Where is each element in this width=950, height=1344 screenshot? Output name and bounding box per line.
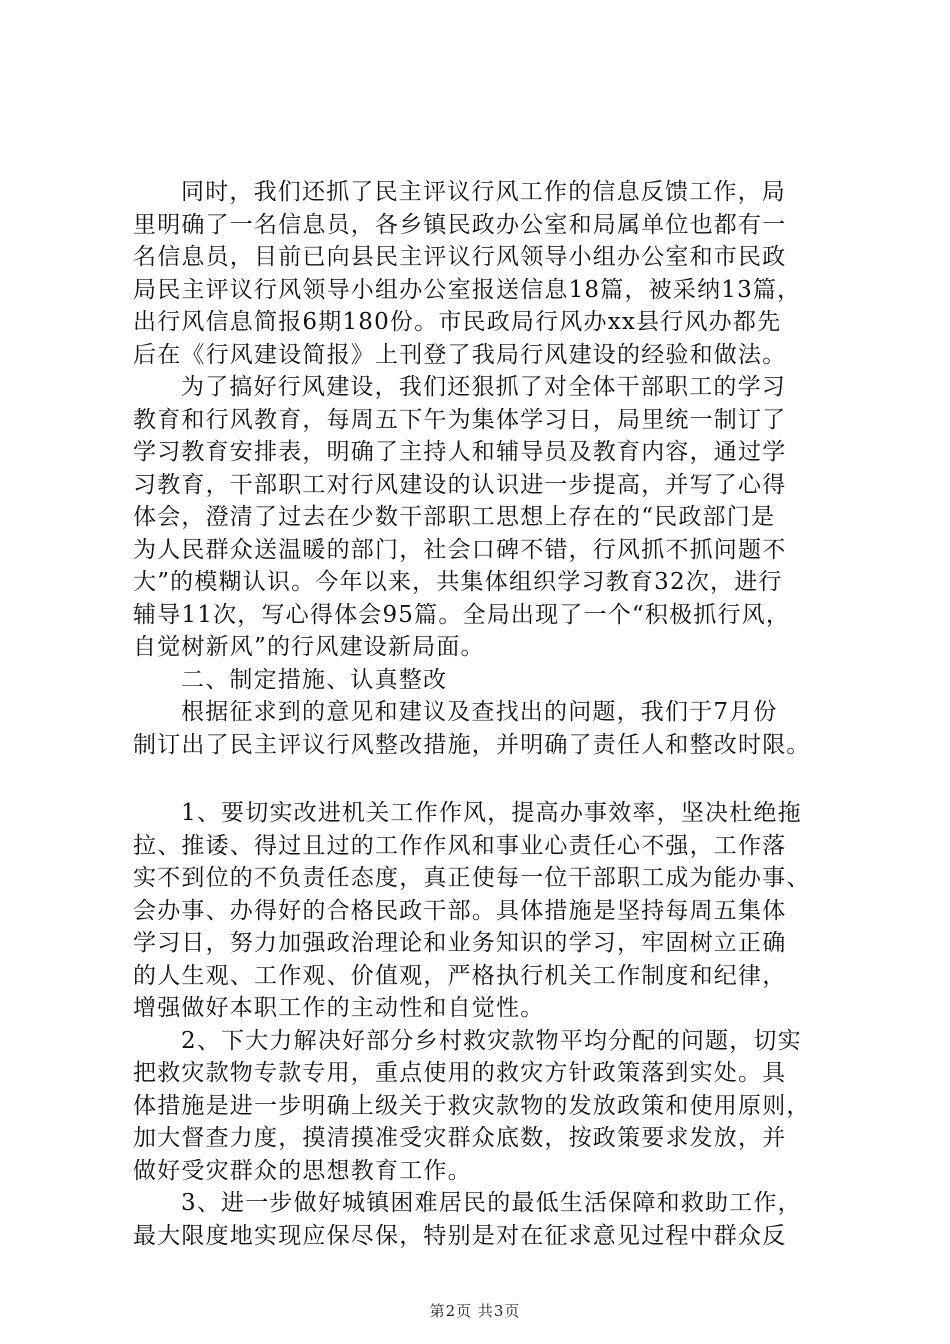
text-line: 同时，我们还抓了民主评议行风工作的信息反馈工作，局 <box>181 179 786 205</box>
text-line: 实不到位的不负责任态度，真正使每一位干部职工成为能办事、 <box>133 865 811 891</box>
text-line: 辅导11次，写心得体会95篇。全局出现了一个“积极抓行风， <box>133 601 791 628</box>
text-line: 的人生观、工作观、价值观，严格执行机关工作制度和纪律， <box>133 962 787 989</box>
text-line: 1、要切实改进机关工作作风，提高办事效率，坚决杜绝拖 <box>181 800 802 826</box>
paragraph-item-3 <box>133 1187 833 1252</box>
text-line: 为了搞好行风建设，我们还狠抓了对全体干部职工的学习 <box>181 374 786 400</box>
text-line: 增强做好本职工作的主动性和自觉性。 <box>133 995 545 1021</box>
document-body <box>133 176 833 1252</box>
text-line: 把救灾款物专款专用，重点使用的救灾方针政策落到实处。具 <box>133 1060 787 1086</box>
paragraph-item-2 <box>133 1025 833 1188</box>
blank-line <box>133 761 833 797</box>
text-line: 体措施是进一步明确上级关于救灾款物的发放政策和使用原则， <box>133 1092 811 1119</box>
text-line: 2、下大力解决好部分乡村救灾款物平均分配的问题，切实 <box>181 1027 802 1054</box>
text-line: 大”的模糊认识。今年以来，共集体组织学习教育32次，进行 <box>133 569 783 595</box>
text-line: 习教育，干部职工对行风建设的认识进一步提高，并写了心得 <box>133 471 787 498</box>
section-heading <box>133 664 833 697</box>
text-line: 加大督查力度，摸清摸准受灾群众底数，按政策要求发放，并 <box>133 1125 787 1151</box>
paragraph-rectification-intro <box>133 696 833 761</box>
text-line: 局民主评议行风领导小组办公室报送信息18篇，被采纳13篇， <box>133 276 802 303</box>
text-line: 最大限度地实现应保尽保，特别是对在征求意见过程中群众反 <box>133 1222 787 1249</box>
text-line: 会办事、办得好的合格民政干部。具体措施是坚持每周五集体 <box>133 897 787 924</box>
text-line: 学习日，努力加强政治理论和业务知识的学习，牢固树立正确 <box>133 930 787 956</box>
text-line: 根据征求到的意见和建议及查找出的问题，我们于7月份 <box>181 699 778 725</box>
text-line: 体会，澄清了过去在少数干部职工思想上存在的“民政部门是 <box>133 504 776 530</box>
text-line: 自觉树新风”的行风建设新局面。 <box>133 634 485 660</box>
paragraph-item-1 <box>133 797 833 1025</box>
text-line: 3、进一步做好城镇困难居民的最低生活保障和救助工作， <box>181 1190 802 1216</box>
text-line: 为人民群众送温暖的部门，社会口碑不错，行风抓不抓问题不 <box>133 536 787 563</box>
text-line: 名信息员，目前已向县民主评议行风领导小组办公室和市民政 <box>133 244 787 270</box>
page-footer: 第2页 共3页 <box>429 1302 521 1320</box>
text-line: 里明确了一名信息员，各乡镇民政办公室和局属单位也都有一 <box>133 211 787 238</box>
paragraph-study-education <box>133 371 833 664</box>
text-line: 学习教育安排表，明确了主持人和辅导员及教育内容，通过学 <box>133 439 787 465</box>
text-line: 教育和行风教育，每周五下午为集体学习日，局里统一制订了 <box>133 406 787 433</box>
text-line: 出行风信息简报6期180份。市民政局行风办xx县行风办都先 <box>133 309 782 335</box>
paragraph-information-feedback <box>133 176 833 371</box>
heading-line: 二、制定措施、认真整改 <box>181 666 448 693</box>
text-line: 制订出了民主评议行风整改措施，并明确了责任人和整改时限。 <box>133 731 811 758</box>
text-line: 后在《行风建设简报》上刊登了我局行风建设的经验和做法。 <box>133 341 787 368</box>
text-line: 拉、推诿、得过且过的工作作风和事业心责任心不强，工作落 <box>133 832 787 859</box>
text-line: 做好受灾群众的思想教育工作。 <box>133 1157 472 1184</box>
